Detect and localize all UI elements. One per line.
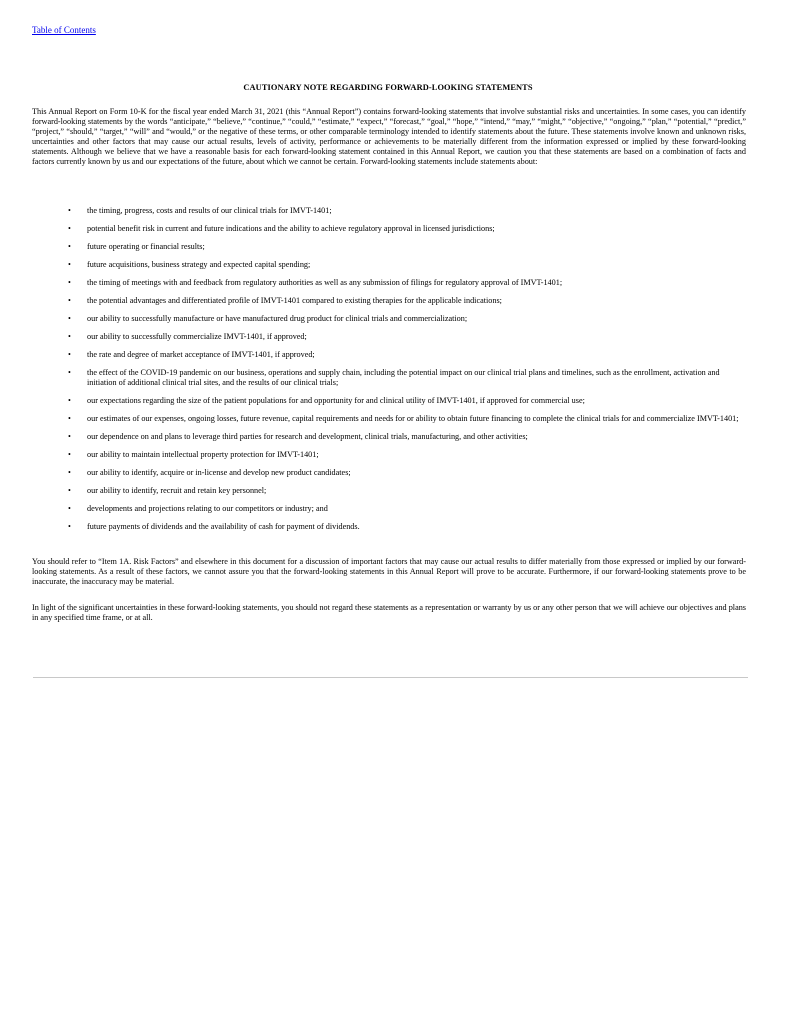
list-item	[32, 350, 746, 360]
list-item-text: the effect of the COVID-19 pandemic on our business, operations and supply chain, including the potential impact on our clinical trial plans and timelines, such as the enrollment, activation and initiation of additional clinical trial sites, and the results of our clinical trials;	[87, 368, 720, 387]
bullet-icon: •	[68, 450, 71, 459]
list-item-text: the timing, progress, costs and results of our clinical trials for IMVT-1401;	[87, 206, 332, 215]
list-item	[32, 206, 746, 216]
list-item	[32, 432, 746, 442]
list-item	[32, 486, 746, 496]
list-item-text: future payments of dividends and the availability of cash for payment of dividends.	[87, 522, 360, 531]
list-item	[32, 504, 746, 514]
list-item	[32, 242, 746, 252]
intro-paragraph: This Annual Report on Form 10-K for the fiscal year ended March 31, 2021 (this “Annual Report”) contains forward-looking statements that involve substantial risks and uncertainties. In some cases, you can identify forward-looking statements by the words “anticipate,” “believe,” “continue,” “could,” “estimate,” “expect,” “forecast,” “goal,” “hope,” “intend,” “may,” “might,” “objective,” “ongoing,” “plan,” “potential,” “predict,” “project,” “should,” “target,” “will” and “would,” or the negative of these terms, or other comparable terminology intended to identify statements about the future. These statements involve known and unknown risks, uncertainties and other factors that may cause our actual results, levels of activity, performance or achievements to be materially different from the information expressed or implied by these forward-looking statements. Although we believe that we have a reasonable basis for each forward-looking statement contained in this Annual Report, we caution you that these statements are based on a combination of facts and factors currently known by us and our expectations of the future, about which we cannot be certain. Forward-looking statements include statements about:	[32, 107, 746, 166]
list-item	[32, 260, 746, 270]
list-item	[32, 224, 746, 234]
section-heading: CAUTIONARY NOTE REGARDING FORWARD-LOOKING STATEMENTS	[243, 83, 533, 92]
bullet-icon: •	[68, 242, 71, 251]
bullet-icon: •	[68, 486, 71, 495]
closing-paragraph: In light of the significant uncertainties in these forward-looking statements, you should not regard these statements as a representation or warranty by us or any other person that we will achieve our objectives and plans in any specified time frame, or at all.	[32, 603, 746, 622]
risk-factors-paragraph: You should refer to “Item 1A. Risk Factors” and elsewhere in this document for a discussion of important factors that may cause our actual results to differ materially from those expressed or implied by our forward-looking statements. As a result of these factors, we cannot assure you that the forward-looking statements in this Annual Report will prove to be accurate. Furthermore, if our forward-looking statements prove to be inaccurate, the inaccuracy may be material.	[32, 557, 746, 586]
list-item	[32, 396, 746, 406]
bullet-icon: •	[68, 296, 71, 305]
list-item	[32, 414, 746, 424]
list-item-text: the rate and degree of market acceptance of IMVT-1401, if approved;	[87, 350, 315, 359]
table-of-contents-link[interactable]: Table of Contents	[32, 25, 96, 35]
list-item-text: future acquisitions, business strategy and expected capital spending;	[87, 260, 311, 269]
list-item-text: developments and projections relating to our competitors or industry; and	[87, 504, 328, 513]
bullet-icon: •	[68, 224, 71, 233]
bullet-icon: •	[68, 522, 71, 531]
list-item	[32, 522, 746, 532]
bullet-icon: •	[68, 368, 71, 377]
bullet-icon: •	[68, 396, 71, 405]
list-item	[32, 278, 746, 288]
list-item	[32, 468, 746, 478]
list-item-text: our ability to successfully commercialize IMVT-1401, if approved;	[87, 332, 307, 341]
list-item	[32, 450, 746, 460]
page-divider	[33, 677, 748, 678]
list-item-text: potential benefit risk in current and future indications and the ability to achieve regulatory approval in licensed jurisdictions;	[87, 224, 495, 233]
list-item-text: future operating or financial results;	[87, 242, 205, 251]
list-item-text: our expectations regarding the size of the patient populations for and opportunity for and clinical utility of IMVT-1401, if approved for commercial use;	[87, 396, 585, 405]
list-item-text: the potential advantages and differentiated profile of IMVT-1401 compared to existing therapies for the applicable indications;	[87, 296, 502, 305]
bullet-icon: •	[68, 432, 71, 441]
list-item	[32, 368, 746, 388]
bullet-icon: •	[68, 468, 71, 477]
list-item-text: our ability to identify, recruit and retain key personnel;	[87, 486, 267, 495]
list-item	[32, 332, 746, 342]
bullet-icon: •	[68, 414, 71, 423]
bullet-icon: •	[68, 504, 71, 513]
list-item	[32, 314, 746, 324]
forward-looking-statements-list	[32, 206, 746, 540]
bullet-icon: •	[68, 350, 71, 359]
bullet-icon: •	[68, 260, 71, 269]
list-item	[32, 296, 746, 306]
bullet-icon: •	[68, 314, 71, 323]
list-item-text: our ability to successfully manufacture or have manufactured drug product for clinical trials and commercialization;	[87, 314, 468, 323]
bullet-icon: •	[68, 206, 71, 215]
list-item-text: the timing of meetings with and feedback from regulatory authorities as well as any submission of filings for regulatory approval of IMVT-1401;	[87, 278, 563, 287]
list-item-text: our estimates of our expenses, ongoing losses, future revenue, capital requirements and needs for or ability to obtain future financing to complete the clinical trials for and commercialize IMVT-1401;	[87, 414, 739, 423]
bullet-icon: •	[68, 332, 71, 341]
list-item-text: our ability to maintain intellectual property protection for IMVT-1401;	[87, 450, 319, 459]
list-item-text: our ability to identify, acquire or in-license and develop new product candidates;	[87, 468, 351, 477]
list-item-text: our dependence on and plans to leverage third parties for research and development, clinical trials, manufacturing, and other activities;	[87, 432, 528, 441]
bullet-icon: •	[68, 278, 71, 287]
